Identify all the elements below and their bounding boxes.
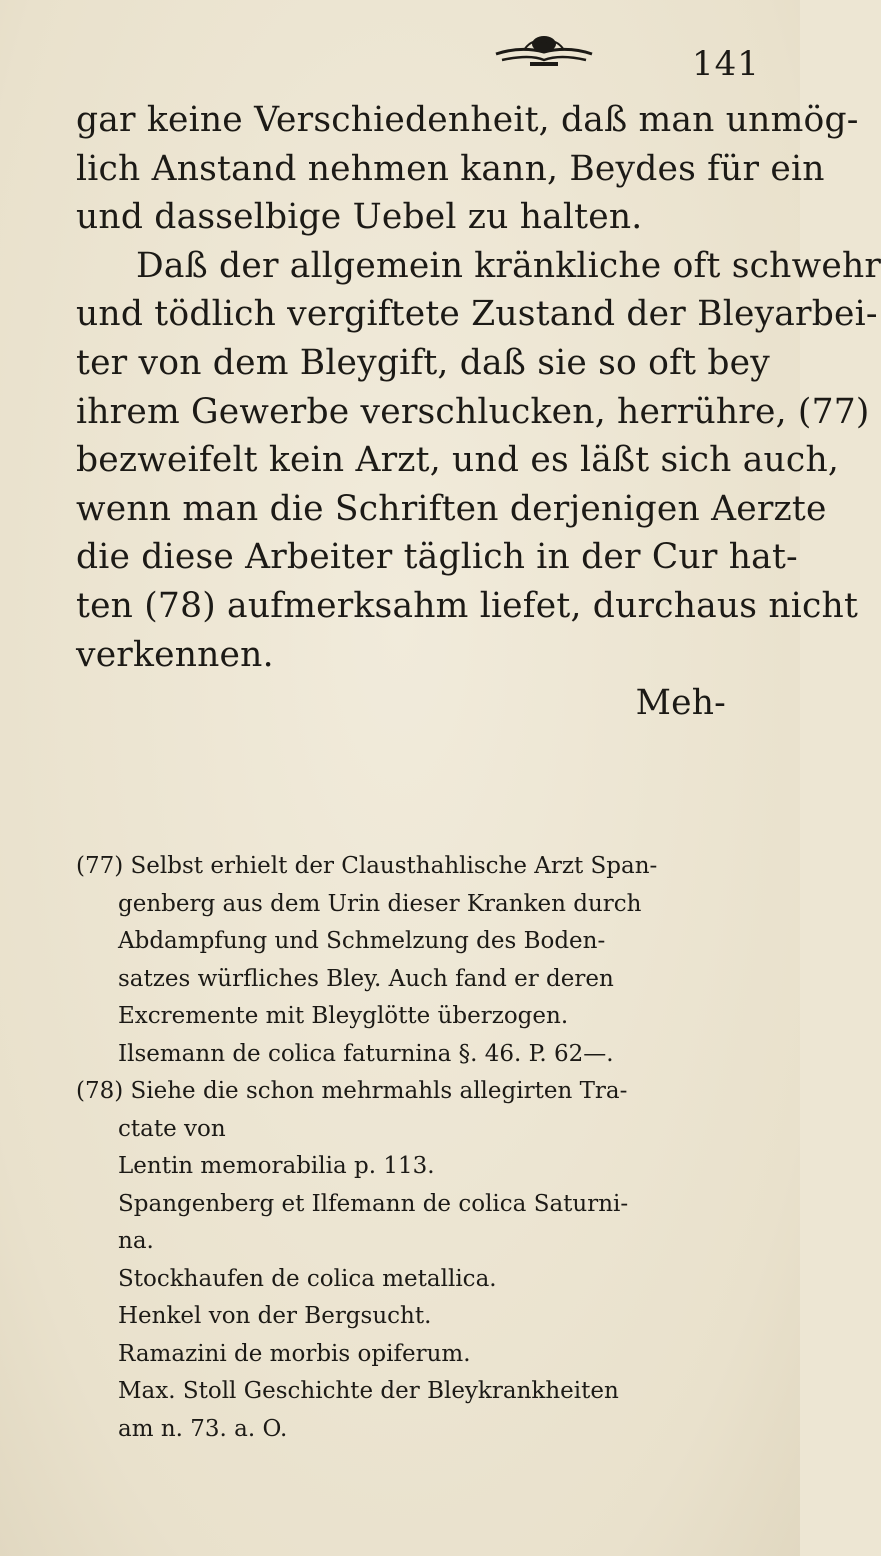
text-line: die diese Arbeiter täglich in der Cur hat- [76, 537, 798, 578]
text-line: ten (78) aufmerksahm liefet, durchaus nicht [76, 585, 859, 626]
footnote-line: Excremente mit Bleyglötte überzogen. [118, 1003, 569, 1029]
footnote-line: Abdampfung und Schmelzung des Boden- [118, 928, 606, 954]
footnote-line: Henkel von der Bergsucht. [118, 1303, 432, 1329]
footnote-line: Max. Stoll Geschichte der Bleykrankheiten [118, 1378, 619, 1404]
page-header [0, 14, 800, 84]
footnote-line: (77) Selbst erhielt der Clausthahlische Arzt Span- [76, 853, 658, 879]
text-line: bezweifelt kein Arzt, und es läßt sich auch, [76, 440, 840, 481]
text-line: lich Anstand nehmen kann, Beydes für ein [76, 148, 825, 189]
footnote-line: genberg aus dem Urin dieser Kranken durch [118, 890, 642, 917]
footnote-line: Stockhaufen de colica metallica. [118, 1265, 497, 1292]
footnote-line: ctate von [118, 1115, 226, 1142]
text-line: ter von dem Bleygift, daß sie so oft bey [76, 342, 770, 383]
footnote-line: Ramazini de morbis opiferum. [118, 1340, 471, 1367]
footnote-line: (78) Siehe die schon mehrmahls allegirten Tra- [76, 1078, 628, 1104]
footnote-line: satzes würfliches Bley. Auch fand er deren [118, 965, 614, 992]
text-line: und dasselbige Uebel zu halten. [76, 197, 643, 238]
text-line: gar keine Verschiedenheit, daß man unmög- [76, 100, 859, 140]
text-line: ihrem Gewerbe verschlucken, herrühre, (77) [76, 391, 870, 432]
footnote-line: Spangenberg et Ilfemann de colica Saturni- [118, 1190, 629, 1217]
footnote-line: Lentin memorabilia p. 113. [118, 1153, 435, 1179]
page-number: 141 [692, 44, 760, 84]
text-line: verkennen. [76, 634, 274, 675]
text-line: und tödlich vergiftete Zustand der Bleyarbei- [76, 294, 878, 335]
printer-ornament-icon [490, 24, 598, 70]
main-text [76, 96, 881, 728]
footnote-line: na. [118, 1228, 154, 1254]
footnotes [76, 848, 756, 1448]
text-line: Daß der allgemein kränkliche oft schwehr [136, 245, 881, 286]
footnote-line: am n. 73. a. O. [118, 1415, 288, 1442]
catchword: Meh- [635, 683, 726, 724]
text-line: wenn man die Schriften derjenigen Aerzte [76, 488, 827, 529]
footnote-line: Ilsemann de colica faturnina §. 46. P. 62—. [118, 1040, 614, 1067]
